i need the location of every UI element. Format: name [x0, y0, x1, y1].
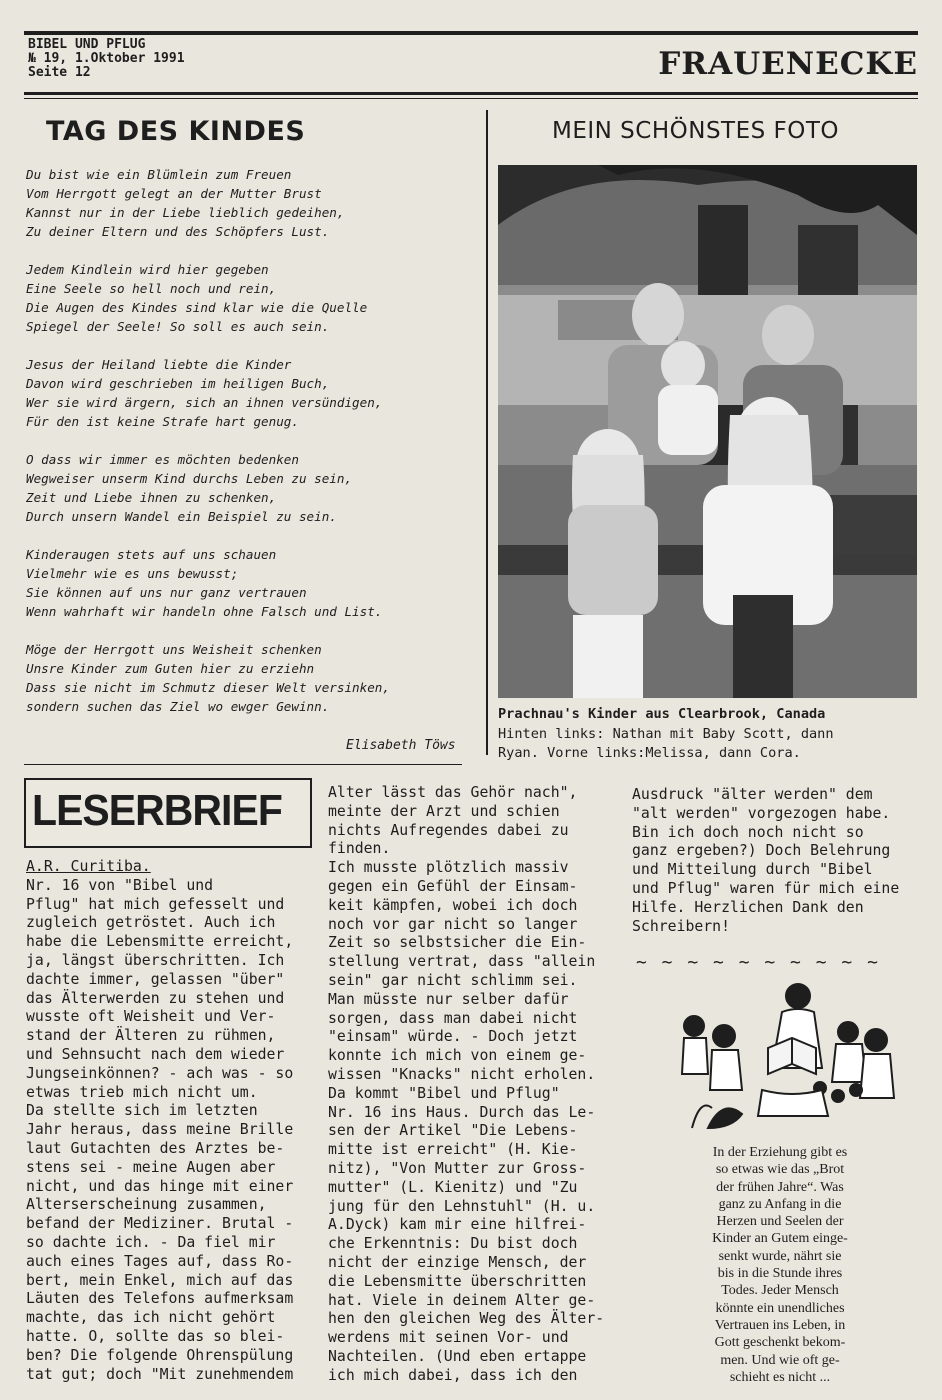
letter-line: wusste oft Weisheit und Ver- [26, 1008, 276, 1026]
letter-line: dachte immer, gelassen "über" [26, 970, 285, 988]
letter-line: sein" gar nicht schlimm sei. [328, 971, 578, 989]
letter-line: Zeit so selbstsicher die Ein- [328, 934, 587, 952]
poem-line: Zeit und Liebe ihnen zu schenken, [26, 490, 277, 505]
poem-line: Wer sie wird ärgern, sich an ihnen versündigen, [26, 395, 383, 410]
poem-line: Wenn wahrhaft wir handeln ohne Falsch und List. [26, 604, 383, 619]
letter-line: nicht, und das hinge mit einer [26, 1177, 294, 1195]
letter-line: meinte der Arzt und schien [328, 802, 560, 820]
header-top-rule [24, 31, 918, 35]
poem-line: Möge der Herrgott uns Weisheit schenken [26, 642, 322, 657]
letter-line: laut Gutachten des Arztes be- [26, 1139, 285, 1157]
quote-line: Todes. Jeder Mensch [721, 1283, 839, 1299]
poem-line: Eine Seele so hell noch und rein, [26, 281, 277, 296]
letter-line: stens sei - meine Augen aber [26, 1158, 276, 1176]
quote-line: In der Erziehung gibt es [712, 1145, 848, 1160]
letter-line: machte, das ich nicht gehört [26, 1309, 276, 1327]
letter-sender: A.R. Curitiba. [26, 858, 151, 875]
poem-line: Kinderaugen stets auf uns schauen [26, 547, 277, 562]
quote-line: könnte ein unendliches [715, 1300, 845, 1316]
letter-line: zugleich getröstet. Auch ich [26, 914, 276, 932]
poem-line: Jesus der Heiland liebte die Kinder [26, 357, 292, 372]
issue-date: № 19, 1.Oktober 1991 [28, 51, 185, 66]
letter-column-2 [328, 784, 614, 1386]
letter-column-3 [632, 786, 920, 936]
letter-line: Schreibern! [632, 917, 730, 935]
poem-line: Wegweiser unserm Kind durchs Leben zu sein, [26, 471, 353, 486]
letter-line: und Pflug" waren für mich eine [632, 879, 900, 897]
letter-line: Ich musste plötzlich massiv [328, 859, 569, 877]
header-bottom-rule-thin [24, 98, 918, 99]
poem-line: Du bist wie ein Blümlein zum Freuen [26, 167, 292, 182]
letter-line: Jahr heraus, dass meine Brille [26, 1121, 294, 1139]
letter-line: befand der Mediziner. Brutal - [26, 1215, 294, 1233]
letter-line: Nr. 16 von "Bibel und [26, 876, 214, 894]
photo-caption [498, 705, 918, 764]
letter-line: finden. [328, 840, 391, 858]
page-number: Seite 12 [28, 65, 91, 80]
quote-line: schieht es nicht ... [729, 1369, 831, 1385]
quote-line: Gott geschenkt bekom- [714, 1335, 846, 1351]
letter-line: stand der Älteren zu rühmen, [26, 1027, 276, 1045]
letter-line: che Erkenntnis: Du bist doch [328, 1235, 578, 1253]
poem-stanza [26, 545, 476, 621]
section-rule [24, 764, 462, 765]
poem-line: Für den ist keine Strafe hart genug. [26, 414, 299, 429]
letter-line: Nachteilen. (Und eben ertappe [328, 1347, 587, 1365]
children-reading-illustration [672, 978, 912, 1138]
letter-line: hat. Viele in deinem Alter ge- [328, 1291, 596, 1309]
poem-line: Zu deiner Eltern und des Schöpfers Lust. [26, 224, 330, 239]
poem-line: Sie können auf uns nur ganz vertrauen [26, 585, 307, 600]
letter-line: bert, mein Enkel, mich auf das [26, 1271, 294, 1289]
letter-line: keit kämpfen, wobei ich doch [328, 896, 578, 914]
letter-line: das Älterwerden zu stehen und [26, 989, 285, 1007]
quote-line: men. Und wie oft ge- [720, 1352, 840, 1368]
letter-heading: LESERBRIEF [32, 786, 282, 835]
letter-line: sen der Artikel "Die Lebens- [328, 1122, 578, 1140]
letter-line: und Mitteilung durch "Bibel [632, 861, 873, 879]
quote-line: senkt wurde, nährt sie [718, 1248, 842, 1264]
poem-line: Dass sie nicht im Schmutz dieser Welt versinken, [26, 680, 390, 695]
poem-line: Vom Herrgott gelegt an der Mutter Brust [26, 186, 322, 201]
letter-line: etwas trieb mich nicht um. [26, 1083, 258, 1101]
letter-line: werdens mit seinen Vor- und [328, 1329, 569, 1347]
poem-line: Unsre Kinder zum Guten hier zu erziehn [26, 661, 315, 676]
letter-line: Pflug" hat mich gefesselt und [26, 895, 285, 913]
letter-line: wissen "Knacks" nicht erholen. [328, 1065, 596, 1083]
poem-line: sondern suchen das Ziel wo ewger Gewinn. [26, 699, 330, 714]
separator-tildes: ~ ~ ~ ~ ~ ~ ~ ~ ~ ~ [636, 952, 880, 973]
quote-line: ganz zu Anfang in die [718, 1196, 842, 1212]
quote-line: Kinder an Gutem einge- [712, 1231, 848, 1247]
column-divider [486, 110, 488, 755]
letter-line: gegen ein Gefühl der Einsam- [328, 877, 578, 895]
letter-line: und Sehnsucht nach dem wieder [26, 1045, 285, 1063]
letter-column-1 [26, 858, 312, 1384]
letter-line: Hilfe. Herzlichen Dank den [632, 898, 864, 916]
poem-stanza [26, 260, 476, 336]
quote-line: Herzen und Seelen der [716, 1214, 844, 1230]
letter-line: Ausdruck "älter werden" dem [632, 786, 873, 803]
letter-line: ben? Die folgende Ohrenspülung [26, 1346, 294, 1364]
letter-line: Alterserscheinung zusammen, [26, 1196, 267, 1214]
letter-line: tat gut; doch "Mit zunehmendem [26, 1365, 294, 1383]
letter-line: Jungseinkönnen? - ach was - so [26, 1064, 294, 1082]
letter-line: mitte ist erreicht" (H. Kie- [328, 1141, 578, 1159]
letter-line: ich mich dabei, dass ich den [328, 1366, 578, 1384]
poem-title: TAG DES KINDES [46, 116, 306, 147]
pull-quote [694, 1144, 866, 1386]
poem-stanza [26, 640, 476, 716]
letter-line: auch eines Tages auf, dass Ro- [26, 1252, 294, 1270]
letter-line: ja, längst überschritten. Ich [26, 951, 285, 969]
letter-line: habe die Lebensmitte erreicht, [26, 933, 294, 951]
header-meta [28, 38, 185, 80]
letter-line: Läuten des Telefons aufmerksam [26, 1290, 294, 1308]
poem-author: Elisabeth Töws [346, 738, 456, 753]
poem-stanza [26, 165, 476, 241]
letter-line: so dachte ich. - Da fiel mir [26, 1233, 276, 1251]
letter-line: nicht der einzige Mensch, der [328, 1253, 587, 1271]
letter-line: Bin ich doch noch nicht so [632, 823, 864, 841]
section-title: FRAUENECKE [658, 46, 918, 82]
letter-line: Alter lässt das Gehör nach", [328, 784, 578, 801]
family-photo [498, 165, 917, 698]
poem-stanza [26, 355, 476, 431]
letter-line: die Lebensmitte überschritten [328, 1272, 587, 1290]
publication-name: BIBEL UND PFLUG [28, 37, 146, 52]
letter-line: sorgen, dass man dabei nicht [328, 1009, 578, 1027]
letter-heading-box [24, 778, 312, 848]
letter-line: mutter" (L. Kienitz) und "Zu [328, 1178, 578, 1196]
letter-line: "alt werden" vorgezogen habe. [632, 804, 891, 822]
header-bottom-rule [24, 92, 918, 95]
poem-line: Durch unsern Wandel ein Beispiel zu sein. [26, 509, 337, 524]
letter-line: konnte ich mich von einem ge- [328, 1047, 587, 1065]
caption-line: Ryan. Vorne links:Melissa, dann Cora. [498, 745, 801, 761]
poem-line: Die Augen des Kindes sind klar wie die Quelle [26, 300, 368, 315]
letter-line: A.Dyck) kam mir eine hilfrei- [328, 1216, 587, 1234]
poem-line: Kannst nur in der Liebe lieblich gedeihen, [26, 205, 345, 220]
photo-section-title: MEIN SCHÖNSTES FOTO [552, 118, 840, 144]
letter-line: ganz ergeben?) Doch Belehrung [632, 842, 891, 860]
letter-line: hen den gleichen Weg des Älter- [328, 1310, 605, 1328]
quote-line: der frühen Jahre“. Was [716, 1179, 844, 1195]
poem-line: Davon wird geschrieben im heiligen Buch, [26, 376, 330, 391]
poem-line: Jedem Kindlein wird hier gegeben [26, 262, 269, 277]
poem-line: Spiegel der Seele! So soll es auch sein. [26, 319, 330, 334]
letter-line: Man müsste nur selber dafür [328, 990, 569, 1008]
poem-line: O dass wir immer es möchten bedenken [26, 452, 299, 467]
poem-stanza [26, 450, 476, 526]
quote-line: so etwas wie das „Brot [715, 1162, 845, 1178]
letter-line: stellung vertrat, dass "allein [328, 953, 596, 971]
quote-line: bis in die Stunde ihres [717, 1266, 843, 1282]
poem-line: Vielmehr wie es uns bewusst; [26, 566, 239, 581]
letter-line: hatte. O, sollte das so blei- [26, 1327, 285, 1345]
letter-line: Da stellte sich im letzten [26, 1102, 258, 1120]
letter-line: Da kommt "Bibel und Pflug" [328, 1084, 560, 1102]
letter-line: noch vor gar nicht so langer [328, 915, 578, 933]
letter-line: "einsam" würde. - Doch jetzt [328, 1028, 578, 1046]
letter-line: Nr. 16 ins Haus. Durch das Le- [328, 1103, 596, 1121]
letter-line: jung für den Lehnstuhl" (H. u. [328, 1197, 596, 1215]
quote-line: Vertrauen ins Leben, in [714, 1317, 846, 1333]
poem-body [26, 165, 476, 735]
caption-line: Hinten links: Nathan mit Baby Scott, dann [498, 725, 834, 742]
letter-line: nitz), "Von Mutter zur Gross- [328, 1159, 587, 1177]
caption-line: Prachnau's Kinder aus Clearbrook, Canada [498, 706, 826, 722]
letter-line: nichts Aufregendes dabei zu [328, 821, 569, 839]
